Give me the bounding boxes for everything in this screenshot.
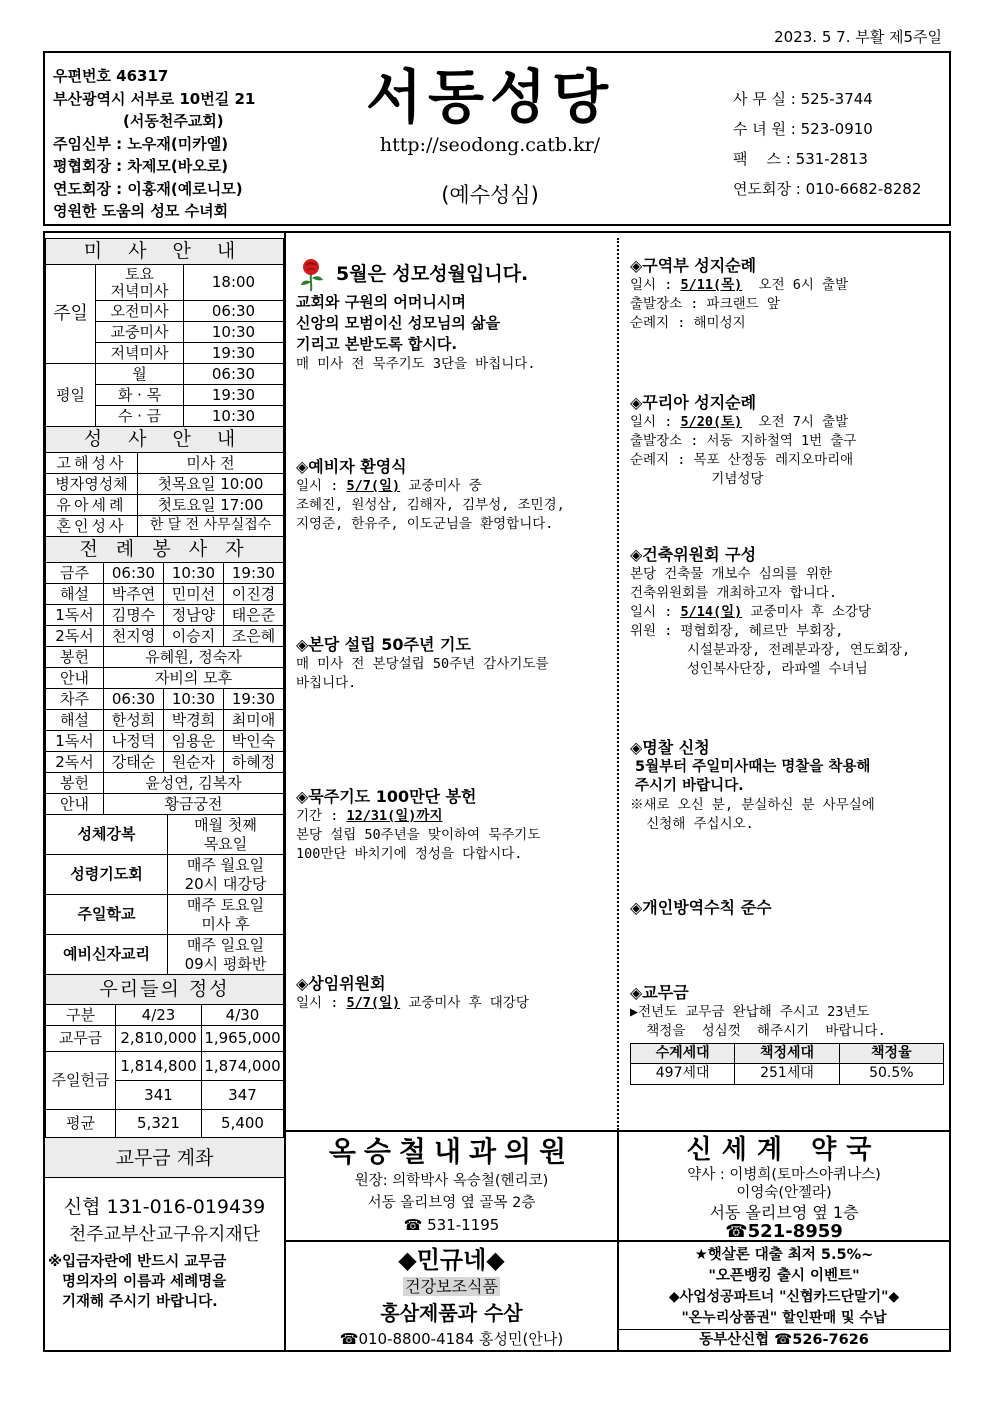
right-column	[630, 238, 948, 1128]
servers-time: 19:30	[224, 689, 284, 710]
health-tag-wrap	[286, 1276, 617, 1298]
server-name: 유혜원, 정숙자	[104, 647, 284, 668]
servers-time: 10:30	[164, 563, 224, 584]
servers-time: 10:30	[164, 689, 224, 710]
notice-line: 교회와 구원의 어머니시며	[296, 293, 466, 311]
sunday-label: 주일	[46, 265, 96, 364]
schedule-value: 매주 토요일 미사 후	[168, 895, 284, 935]
notice-parish-dues	[630, 983, 948, 1085]
sacrament-name: 혼인성사	[46, 516, 138, 537]
mass-day: 월	[96, 364, 184, 385]
mass-time: 06:30	[184, 301, 284, 322]
contact-label: 팩 스	[733, 150, 782, 168]
offerings-col: 4/23	[116, 1005, 202, 1026]
date-label: 일시 :	[630, 604, 681, 620]
health-products: 홍삼제품과 수삼	[380, 1301, 523, 1325]
date-rest: 교중미사 후 대강당	[400, 995, 529, 1011]
date-label: 일시 :	[296, 995, 347, 1011]
server-name: 나정덕	[104, 731, 164, 752]
mass-name: 교중미사	[96, 322, 184, 343]
ad-pharmacy	[619, 1132, 949, 1240]
notice-line: 조혜진, 원성삼, 김해자, 김부성, 조민경,	[296, 497, 565, 513]
notice-rosary-offering	[296, 787, 614, 864]
notice-line: 기리고 본받도록 합시다.	[296, 335, 458, 353]
schedule-name: 주일학교	[46, 895, 168, 935]
parish-info	[53, 65, 255, 223]
notice-title: ◈명찰 신청	[630, 738, 710, 757]
column-divider-mid	[617, 238, 619, 1130]
clinic-director: 원장: 의학박사 옥승철(헨리코)	[354, 1173, 549, 1189]
bank-loan: ★햇살론 대출 최저 5.5%~	[694, 1247, 874, 1263]
dues-col: 수계세대	[631, 1044, 735, 1064]
server-name: 이승지	[164, 626, 224, 647]
contact-fax: 팩 스 : 531-2813	[733, 150, 868, 168]
notice-line: 지영준, 한유주, 이도군님을 환영합니다.	[296, 516, 554, 532]
servers-heading: 전 례 봉 사 자	[46, 537, 284, 563]
mass-time: 10:30	[184, 322, 284, 343]
mass-name: 저녁미사	[96, 343, 184, 364]
notice-title: 5월은 성모성월입니다.	[336, 263, 529, 286]
servers-week: 금주	[46, 563, 104, 584]
account-number: 신협 131-016-019439	[63, 1196, 266, 1218]
contact-convent: 수 녀 원 : 523-0910	[733, 120, 873, 138]
notice-line: ▶전년도 교무금 완납해 주시고 23년도	[630, 1004, 870, 1020]
mass-time: 10:30	[184, 406, 284, 427]
notice-title: ◈본당 설립 50주년 기도	[296, 635, 471, 654]
notice-title: ◈구역부 성지순례	[630, 256, 757, 275]
notice-line: 성인복사단장, 라파엘 수녀님	[630, 661, 868, 677]
notice-line: 5월부터 주일미사때는 명찰을 착용해	[630, 759, 871, 775]
notice-date	[296, 807, 614, 826]
date-value: 5/20(토)	[680, 414, 743, 430]
mass-day: 화 · 목	[96, 385, 184, 406]
account-note	[45, 1252, 284, 1312]
server-role: 1독서	[46, 605, 104, 626]
mass-time: 19:30	[184, 343, 284, 364]
offering-value: 5,400	[202, 1110, 284, 1138]
notice-line: 본당 건축물 개보수 심의를 위한	[630, 566, 833, 582]
schedule-name: 성체강복	[46, 815, 168, 855]
notice-line: 본당 설립 50주년을 맞이하여 묵주기도	[296, 827, 541, 843]
notice-date	[630, 413, 948, 432]
account-note-line: 기재해 주시기 바랍니다.	[62, 1294, 218, 1311]
account-heading: 교무금 계좌	[45, 1138, 284, 1178]
sacrament-table	[45, 426, 284, 537]
contact-label: 사 무 실	[733, 90, 787, 108]
server-name: 자비의 모후	[104, 668, 284, 689]
bank-card: ◆사업성공파트너 "신협카드단말기"◆	[668, 1289, 900, 1305]
notice-line: 위원 : 평협회장, 헤르만 부회장,	[630, 623, 844, 639]
notice-line: 바칩니다.	[296, 675, 357, 691]
date-value: 5/7(일)	[346, 995, 401, 1011]
servers-week: 차주	[46, 689, 104, 710]
contact-funeral: 연도회장 : 010-6682-8282	[733, 180, 922, 198]
page-title: 서동성당	[365, 63, 615, 131]
pastor: 주임신부 : 노우재(미카엘)	[53, 134, 229, 153]
notice-title: ◈개인방역수칙 준수	[630, 898, 772, 917]
server-name: 임용운	[164, 731, 224, 752]
sisters: 영원한 도움의 성모 수녀회	[53, 202, 229, 220]
website-link[interactable]: http://seodong.catb.kr/	[379, 134, 601, 156]
contact-label: 수 녀 원	[733, 120, 787, 138]
contact-value: 010-6682-8282	[805, 180, 922, 198]
contact-value: 531-2813	[795, 150, 868, 168]
bank-voucher: "온누리상품권" 할인판매 및 수납	[681, 1310, 887, 1326]
mass-heading: 미 사 안 내	[46, 239, 284, 265]
notice-catechumen-welcome	[296, 457, 614, 534]
servers-table	[45, 536, 284, 815]
dues-table	[630, 1043, 944, 1085]
server-name: 천지영	[104, 626, 164, 647]
schedule-value: 매월 첫째 목요일	[168, 815, 284, 855]
pharmacy-pharmacist: 약사 : 이병희(토마스아퀴나스)	[687, 1167, 881, 1183]
church-name: (서동천주교회)	[123, 112, 224, 130]
contact-value: 525-3744	[800, 90, 873, 108]
account-note-line: 명의자의 이름과 세례명을	[62, 1274, 227, 1291]
notice-line: 책정을 성심껏 해주시기 바랍니다.	[630, 1023, 886, 1039]
server-name: 태은준	[224, 605, 284, 626]
sacrament-name: 병자영성체	[46, 474, 138, 495]
server-role: 해설	[46, 584, 104, 605]
clinic-address: 서동 올리브영 옆 골목 2층	[367, 1195, 536, 1211]
notice-date	[630, 276, 948, 295]
servers-time: 06:30	[104, 689, 164, 710]
server-name: 한성희	[104, 710, 164, 731]
dues-value: 50.5%	[839, 1064, 943, 1085]
council-president: 평협회장 : 차제모(바오로)	[53, 157, 229, 175]
notice-building-committee	[630, 545, 948, 679]
offering-value: 5,321	[116, 1110, 202, 1138]
health-tag: 건강보조식품	[405, 1277, 498, 1296]
server-role: 해설	[46, 710, 104, 731]
notice-line: 기념성당	[630, 471, 764, 487]
server-name: 김명수	[104, 605, 164, 626]
mass-time: 06:30	[184, 364, 284, 385]
notice-date	[296, 994, 614, 1013]
notice-line: 100만단 바치기에 정성을 다합시다.	[296, 846, 523, 862]
offering-value: 1,874,000	[202, 1052, 284, 1081]
dues-value: 251세대	[735, 1064, 839, 1085]
ad-health-food	[286, 1242, 617, 1352]
notice-title: ◈예비자 환영식	[296, 457, 407, 476]
notice-line: 출발장소 : 서동 지하철역 1번 출구	[630, 433, 857, 449]
middle-column	[296, 238, 614, 1128]
date-rest: 교중미사 후 소강당	[742, 604, 871, 620]
ad-clinic	[286, 1132, 617, 1240]
left-sidebar	[45, 238, 284, 1312]
notice-district-pilgrimage	[630, 256, 948, 333]
server-name: 조은혜	[224, 626, 284, 647]
ad-credit-union	[619, 1242, 949, 1352]
server-role: 봉헌	[46, 773, 104, 794]
notice-title: ◈묵주기도 100만단 봉헌	[296, 787, 477, 806]
offering-count: 347	[202, 1081, 284, 1110]
date-label: 일시 :	[296, 478, 347, 494]
server-name: 이진경	[224, 584, 284, 605]
notice-line: ※새로 오신 분, 분실하신 분 사무실에	[630, 797, 875, 813]
server-name: 박주연	[104, 584, 164, 605]
notice-title: ◈교무금	[630, 983, 689, 1002]
server-name: 하혜정	[224, 752, 284, 773]
notice-curia-pilgrimage	[630, 393, 948, 489]
date-value: 5/14(일)	[680, 604, 743, 620]
offerings-table	[45, 974, 284, 1138]
server-role: 안내	[46, 794, 104, 815]
pharmacy-name: 신세계 약국	[686, 1135, 882, 1165]
offerings-col: 구분	[46, 1005, 116, 1026]
sacrament-time: 한 달 전 사무실접수	[138, 516, 284, 537]
postal-code: 우편번호 46317	[53, 67, 169, 85]
server-name: 박인숙	[224, 731, 284, 752]
server-name: 정남양	[164, 605, 224, 626]
mass-time: 18:00	[184, 265, 284, 301]
notice-marian-month	[296, 258, 614, 374]
sacrament-time: 미사 전	[138, 453, 284, 474]
pharmacy-phone: ☎521-8959	[725, 1223, 843, 1241]
server-role: 봉헌	[46, 647, 104, 668]
servers-time: 06:30	[104, 563, 164, 584]
mass-name: 오전미사	[96, 301, 184, 322]
server-name: 강태순	[104, 752, 164, 773]
dues-col: 책정율	[839, 1044, 943, 1064]
offering-label: 주일헌금	[46, 1052, 116, 1110]
sacrament-heading: 성 사 안 내	[46, 427, 284, 453]
notice-line: 출발장소 : 파크랜드 앞	[630, 296, 780, 312]
pharmacy-address: 서동 올리브영 옆 1층	[709, 1203, 859, 1222]
server-role: 1독서	[46, 731, 104, 752]
servers-time: 19:30	[224, 563, 284, 584]
date-label: 일시 :	[630, 277, 681, 293]
server-role: 2독서	[46, 626, 104, 647]
offering-count: 341	[116, 1081, 202, 1110]
schedule-value: 매주 월요일 20시 대강당	[168, 855, 284, 895]
notice-anniversary-prayer	[296, 635, 614, 693]
notice-name-tag	[630, 738, 948, 834]
dues-col: 책정세대	[735, 1044, 839, 1064]
offering-label: 평균	[46, 1110, 116, 1138]
server-name: 최미애	[224, 710, 284, 731]
notice-line: 주시기 바랍니다.	[630, 778, 744, 794]
notice-body-bold	[296, 292, 614, 355]
notice-quarantine	[630, 898, 948, 918]
rose-icon	[296, 258, 328, 292]
notice-standing-committee	[296, 974, 614, 1013]
schedule-value: 매주 일요일 09시 평화반	[168, 935, 284, 975]
date-label: 일시 :	[630, 414, 681, 430]
contact-label: 연도회장	[733, 180, 791, 198]
issue-date: 2023. 5 7. 부활 제5주일	[774, 28, 942, 46]
schedule-name: 성령기도회	[46, 855, 168, 895]
offering-label: 교무금	[46, 1026, 116, 1052]
server-name: 박경희	[164, 710, 224, 731]
notice-line: 신청해 주십시오.	[630, 816, 754, 832]
date-label: 기간 :	[296, 808, 347, 824]
feast-subtitle: (예수성심)	[441, 183, 539, 207]
sacrament-time: 첫토요일 17:00	[138, 495, 284, 516]
offering-value: 1,814,800	[116, 1052, 202, 1081]
contact-value: 523-0910	[800, 120, 873, 138]
notice-line: 건축위원회를 개최하고자 합니다.	[630, 585, 837, 601]
notice-line: 매 미사 전 묵주기도 3단을 바칩니다.	[296, 356, 536, 372]
sacrament-name: 고해성사	[46, 453, 138, 474]
notice-line: 순례지 : 해미성지	[630, 315, 746, 331]
date-rest: 교중미사 중	[400, 478, 482, 494]
notice-title: ◈상임위원회	[296, 974, 386, 993]
funeral-president: 연도회장 : 이홍재(예로니모)	[53, 179, 243, 198]
mass-day: 수 · 금	[96, 406, 184, 427]
health-shop-name: ◆민규네◆	[398, 1246, 505, 1274]
notice-title: ◈건축위원회 구성	[630, 545, 757, 564]
account-note-line: ※입금자란에 반드시 교무금	[48, 1254, 227, 1271]
server-role: 2독서	[46, 752, 104, 773]
health-phone: ☎010-8800-4184 홍성민(안나)	[339, 1330, 564, 1348]
sacrament-time: 첫목요일 10:00	[138, 474, 284, 495]
account-holder: 천주교부산교구유지재단	[68, 1223, 261, 1245]
offerings-col: 4/30	[202, 1005, 284, 1026]
contact-office: 사 무 실 : 525-3744	[733, 90, 873, 108]
notice-title: ◈꾸리아 성지순례	[630, 393, 757, 412]
server-role: 안내	[46, 668, 104, 689]
bank-contact: 동부산신협 ☎526-7626	[619, 1329, 949, 1351]
notice-line: 매 미사 전 본당설립 50주년 감사기도를	[296, 656, 549, 672]
notice-date	[630, 603, 948, 622]
server-name: 윤성연, 김복자	[104, 773, 284, 794]
notice-date	[296, 477, 614, 496]
address: 부산광역시 서부로 10번길 21	[53, 89, 256, 108]
date-rest: 오전 7시 출발	[742, 414, 849, 430]
server-name: 황금궁전	[104, 794, 284, 815]
pharmacy-pharmacist2: 이영숙(안젤라)	[736, 1185, 832, 1201]
offering-value: 2,810,000	[116, 1026, 202, 1052]
schedule-name: 예비신자교리	[46, 935, 168, 975]
server-name: 원순자	[164, 752, 224, 773]
mass-table	[45, 238, 284, 427]
date-value: 5/7(일)	[346, 478, 401, 494]
notice-line: 시설분과장, 전례분과장, 연도회장,	[630, 642, 911, 658]
date-value: 5/11(목)	[680, 277, 743, 293]
server-name: 민미선	[164, 584, 224, 605]
weekday-label: 평일	[46, 364, 96, 427]
schedule-table	[45, 814, 284, 975]
mass-name: 토요 저녁미사	[96, 265, 184, 301]
notice-line: 순례지 : 목포 산정동 레지오마리애	[630, 452, 854, 468]
contact-list	[733, 84, 921, 204]
sacrament-name: 유아세례	[46, 495, 138, 516]
offerings-heading: 우리들의 정성	[46, 975, 284, 1005]
clinic-name: 옥승철내과의원	[328, 1135, 575, 1168]
notice-line: 신앙의 모범이신 성모님의 삶을	[296, 314, 501, 332]
offering-value: 1,965,000	[202, 1026, 284, 1052]
account-box	[45, 1137, 284, 1312]
dues-value: 497세대	[631, 1064, 735, 1085]
date-rest: 오전 6시 출발	[742, 277, 849, 293]
bank-event: "오픈뱅킹 출시 이벤트"	[708, 1268, 860, 1284]
date-value: 12/31(일)까지	[346, 808, 443, 824]
clinic-phone: ☎ 531-1195	[403, 1216, 500, 1234]
mass-time: 19:30	[184, 385, 284, 406]
